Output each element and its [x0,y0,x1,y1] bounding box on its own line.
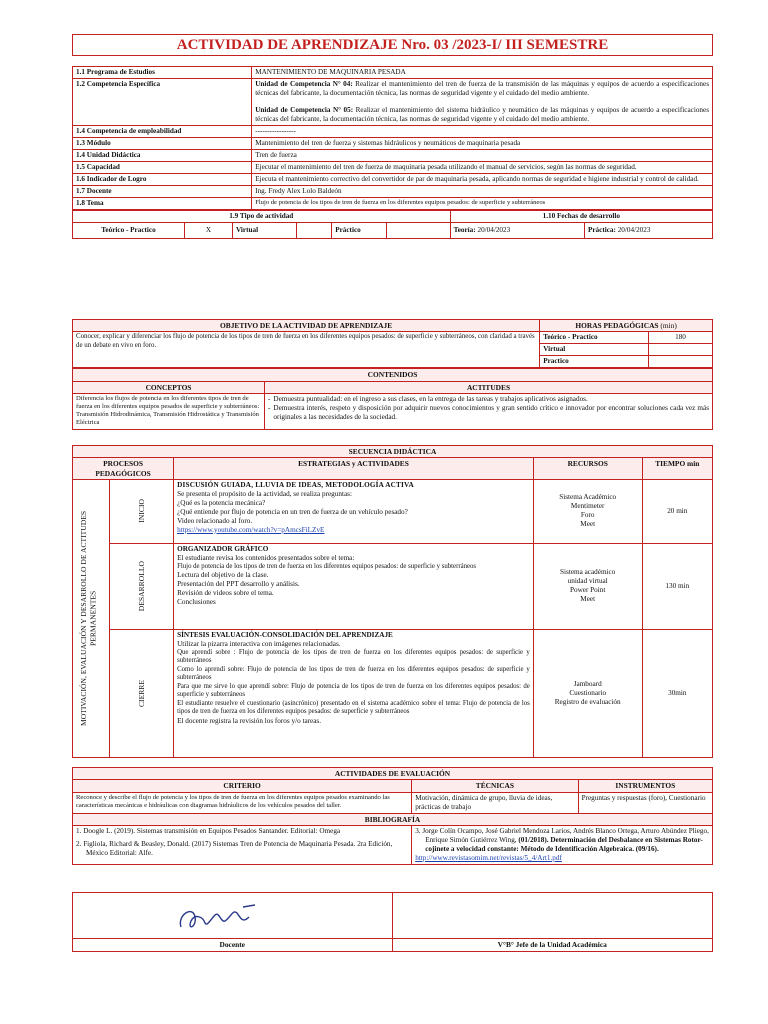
fase-desarrollo-label: DESARROLLO [136,561,146,612]
cierre-line: Para que me sirve lo que aprendí sobre: Flujo de potencia de los tipos de tren de fuerza en los diferentes equipos pesados: de superficie y subterráneos [177,682,530,699]
actitudes-header: ACTITUDES [265,381,713,393]
competencia-value [252,79,713,126]
conceptos-header: CONCEPTOS [73,381,265,393]
objetivo-section [72,319,713,430]
horas-header [540,320,713,332]
actitud-text: Demuestra puntualidad: en el ingreso a sus clases, en la entrega de las tareas y trabajos aplicativos asignados. [273,394,588,403]
horas-tp-value: 180 [648,332,712,344]
unidad-value: Tren de fuerza [252,150,713,162]
horas-virtual-value [648,344,712,356]
capacidad-value: Ejecutar el mantenimiento del tren de fuerza de maquinaria pesada utilizando el manual de servicios, según las normas de seguridad. [252,162,713,174]
evaluacion-section [72,767,713,865]
bibliografia-item: 2. Figliola, Richard & Beasley, Donald. (2017) Sistemas Tren de Potencia de Maquinaria Pesada. 2ra Edición, México Editorial: Alfe. [76,839,393,857]
conceptos-text: Diferencia los flujos de potencia en los diferentes tipos de tren de fuerza en los diferentes equipos pesados de superficie y subterráneos: Transmisión Hidrodinámica, Transmisión Hidrostática y Transmisión Eléctrica [73,393,265,429]
uc05-label: Unidad de Competencia N° 05: [255,106,354,114]
firma-jefe-cell [393,893,713,951]
recursos-header: RECURSOS [533,458,642,480]
procesos-header: PROCESOS PEDAGÓGICOS [73,458,174,480]
desarrollo-line: El estudiante revisa los contenidos presentados sobre el tema: [177,553,355,562]
capacidad-label: 1.5 Capacidad [73,162,252,174]
programa-label: 1.1 Programa de Estudios [73,67,252,79]
fase-inicio-label: INICIO [136,499,146,524]
indicador-value: Ejecuta el mantenimiento correctivo del convertidor de par de maquinaria pesada, aplicando normas de seguridad e higiene industrial y control de calidad. [252,174,713,186]
tema-value: Flujo de potencia de los tipos de tren de fuerza en los diferentes equipos pesados: de superficie y subterráneos [252,198,713,210]
desarrollo-line: Flujo de potencia de los tipos de tren de fuerza en los diferentes equipos pesados: de superficie y subterráneos [177,562,477,570]
firma-docente-cell [73,893,393,951]
teorico-practico-label: Teórico - Practico [73,223,185,239]
recurso-item: Sistema Académico [559,493,617,502]
recurso-item: Mentimeter [570,502,605,511]
recurso-item: unidad virtual [567,577,608,586]
modulo-label: 1.3 Módulo [73,138,252,150]
inicio-recursos [533,479,642,543]
page-title: ACTIVIDAD DE APRENDIZAJE Nro. 03 /2023-I/ III SEMESTRE [72,34,713,56]
desarrollo-tiempo: 130 min [642,543,712,629]
fecha-teoria [450,223,584,239]
recurso-item: Foro [580,511,595,520]
cierre-line: Que aprendí sobre : Flujo de potencia de los tipos de tren de fuerza en los diferentes equipos pesados: de superficie y subterráneos [177,648,530,665]
firma-docente-label: Docente [73,938,392,949]
desarrollo-title: ORGANIZADOR GRÁFICO [177,544,269,553]
general-info-section [72,66,713,239]
ref3-authors: 3. Jorge Colín Ocampo, José Gabriel Mendoza Larios, Andrés Blanco Ortega, Arturo Abúndez Pliego, Enrique Simón Gutiérrez Wing, [415,826,709,844]
objetivo-text: Conocer, explicar y diferenciar los flujo de potencia de los tipos de tren de fuerza en los diferentes equipos pesados: de superficie y subterráneos, con claridad a través de un debate en vivo en foro. [73,332,540,368]
inicio-line: Video relacionado al foro. [177,516,253,525]
secuencia-section [72,445,713,758]
cierre-line: El docente registra la revisión los foros y/o tareas. [177,716,322,725]
ref3-link[interactable]: http://www.revistasomim.net/revistas/5_4/Art1.pdf [415,853,562,862]
uc04-text: Realizar el mantenimiento del tren de fuerza de la transmisión de las máquinas y equipos de acuerdo a especificaciones técnicas del fabricante, la documentación técnica, las normas de seguridad vigente y el cuidado del medio ambiente. [255,80,709,97]
desarrollo-line: Revisión de videos sobre el tema. [177,589,274,598]
bibliografia-col-left [73,825,412,864]
tecnicas-header: TÉCNICAS [412,780,578,792]
recurso-item: Sistema académico [560,568,616,577]
virtual-mark [297,223,332,239]
actitud-item: - Demuestra interés, respeto y disposición por adquirir nuevos conocimientos y gran sentido crítico e innovador por encontrar soluciones cada vez más originales a las necesidades de la sociedad. [268,403,709,421]
cierre-line: El estudiante resuelve el cuestionario (asincrónico) presentado en el sistema académico sobre el tema: Flujo de potencia de los tipos de tren de fuerza en los diferentes equipos pesados: de superficie y subterráneos [177,699,530,716]
bibliografia-col-right [412,825,713,864]
empleabilidad-value: ----------------- [252,126,713,138]
horas-tp-label: Teórico - Practico [540,332,649,344]
uc05-text: Realizar el mantenimiento del sistema hidráulico y neumático de las máquinas y equipos de acuerdo a especificaciones técnicas del fabricante, la documentación técnica, las normas de seguridad vigente y el cuidado del medio ambiente. [255,106,709,123]
inicio-estrategias [174,479,534,543]
instrumentos-header: INSTRUMENTOS [578,780,712,792]
cierre-title: SÍNTESIS EVALUACIÓN-CONSOLIDACIÓN DEL APRENDIZAJE [177,630,393,639]
practico-label: Práctico [332,223,386,239]
horas-practico-label: Practico [540,356,649,368]
tema-label: 1.8 Tema [73,198,252,210]
recurso-item: Registro de evaluación [554,697,621,706]
tiempo-header: TIEMPO min [642,458,712,480]
recurso-item: Meet [580,520,596,529]
desarrollo-line: Conclusiones [177,598,216,607]
inicio-title: DISCUSIÓN GUIADA, LLUVIA DE IDEAS, METODOLOGÍA ACTIVA [177,480,414,489]
recurso-item: Jamboard [573,679,602,688]
motivacion-vertical-label: MOTIVACIÓN, EVALUACIÓN Y DESARROLLO DE ACTITUDES PERMANENTES [79,510,98,726]
instrumentos-text: Preguntas y respuestas (foro), Cuestionario [578,792,712,813]
firma-jefe-label: V°B° Jefe de la Unidad Académica [393,938,713,949]
inicio-tiempo: 20 min [642,479,712,543]
teoria-date: 20/04/2023 [477,226,511,234]
youtube-video-link[interactable]: https://www.youtube.com/watch?v=pAmcsFiLZvE [177,525,325,534]
evaluacion-header: ACTIVIDADES DE EVALUACIÓN [73,768,713,780]
unidad-label: 1.4 Unidad Didáctica [73,150,252,162]
bibliografia-item [415,827,709,863]
ref3-title: Determinación del Desbalance en Sistemas Rotor-cojinete a velocidad constante: Método de Identificación Algebraica. (09/16). [425,835,703,853]
practico-mark [386,223,450,239]
fase-inicio-cell [110,479,174,543]
actitud-item: - Demuestra puntualidad: en el ingreso a sus clases, en la entrega de las tareas y trabajos aplicativos asignados. [268,394,588,403]
empleabilidad-label: 1.4 Competencia de empleabilidad [73,126,252,138]
bibliografia-header: BIBLIOGRAFÍA [73,813,713,825]
horas-virtual-label: Virtual [540,344,649,356]
practica-label: Práctica: [587,226,616,234]
virtual-label: Virtual [233,223,297,239]
desarrollo-recursos [533,543,642,629]
fechas-header: 1.10 Fechas de desarrollo [450,211,712,223]
horas-practico-value [648,356,712,368]
cierre-line: Como lo aprendí sobre: Flujo de potencia de los tipos de tren de fuerza en los diferentes equipos pesados: de superficie y subterráneos [177,665,530,682]
programa-value: MANTENIMIENTO DE MAQUINARIA PESADA [252,67,713,79]
bibliografia-item: 1. Doogle L. (2019). Sistemas transmisión en Equipos Pesados Santander. Editorial: Omega [76,826,341,835]
fase-cierre-cell [110,629,174,757]
estrategias-header: ESTRATEGIAS y ACTIVIDADES [174,458,534,480]
inicio-line: ¿Qué entiende por flujo de potencia en un tren de fuerza de un vehículo pesado? [177,507,408,516]
fase-desarrollo-cell [110,543,174,629]
desarrollo-line: Presentación del PPT desarrollo y análisis. [177,580,300,589]
teoria-label: Teoría: [453,226,476,234]
actitud-text: Demuestra interés, respeto y disposición por adquirir nuevos conocimientos y gran sentido crítico e innovador por encontrar soluciones cada vez más originales a las necesidades de la sociedad. [273,403,709,421]
teorico-practico-mark: X [185,223,233,239]
recurso-item: Cuestionario [569,688,607,697]
practica-date: 20/04/2023 [617,226,651,234]
cierre-estrategias [174,629,534,757]
inicio-line: Se presenta el propósito de la actividad, se realiza preguntas: [177,489,352,498]
fecha-practica [584,223,712,239]
docente-value: Ing. Fredy Alex Lolo Baldeón [252,186,713,198]
firmas-section [72,892,713,952]
cierre-tiempo: 30min [642,629,712,757]
criterio-text: Reconoce y describe el flujo de potencia y los tipos de tren de fuerza en los diferentes equipos pesados examinando las características mecánicas e hidráulicas con diagramas hidráulicos de los vehículos pesados del taller. [73,792,412,813]
ref3-year: (01/2018). [518,835,549,844]
desarrollo-line: Lectura del objetivo de la clase. [177,571,269,580]
vertical-label-cell [73,479,110,757]
desarrollo-estrategias [174,543,534,629]
inicio-line: ¿Qué es la potencia mecánica? [177,498,266,507]
fase-cierre-label: CIERRE [136,679,146,707]
signature-image [173,897,263,937]
recurso-item: Meet [580,595,596,604]
tipo-actividad-header: 1.9 Tipo de actividad [73,211,451,223]
modulo-value: Mantenimiento del tren de fuerza y sistemas hidráulicos y neumáticos de maquinaria pesada [252,138,713,150]
contenidos-header: CONTENIDOS [73,369,713,381]
actitudes-list [265,393,713,429]
indicador-label: 1.6 Indicador de Logro [73,174,252,186]
tecnicas-text: Motivación, dinámica de grupo, lluvia de ideas, prácticas de trabajo [412,792,578,813]
objetivo-header: OBJETIVO DE LA ACTIVIDAD DE APRENDIZAJE [73,320,540,332]
criterio-header: CRITERIO [73,780,412,792]
secuencia-header: SECUENCIA DIDÁCTICA [73,446,713,458]
recurso-item: Power Point [570,586,606,595]
horas-unit: (min) [660,321,677,330]
uc04-label: Unidad de Competencia N° 04: [255,80,353,88]
docente-label: 1.7 Docente [73,186,252,198]
horas-header-label: HORAS PEDAGÓGICAS [575,321,659,330]
competencia-label: 1.2 Competencia Específica [73,79,252,126]
cierre-recursos [533,629,642,757]
cierre-line: Utilizar la pizarra interactiva con imágenes relacionadas. [177,639,341,648]
